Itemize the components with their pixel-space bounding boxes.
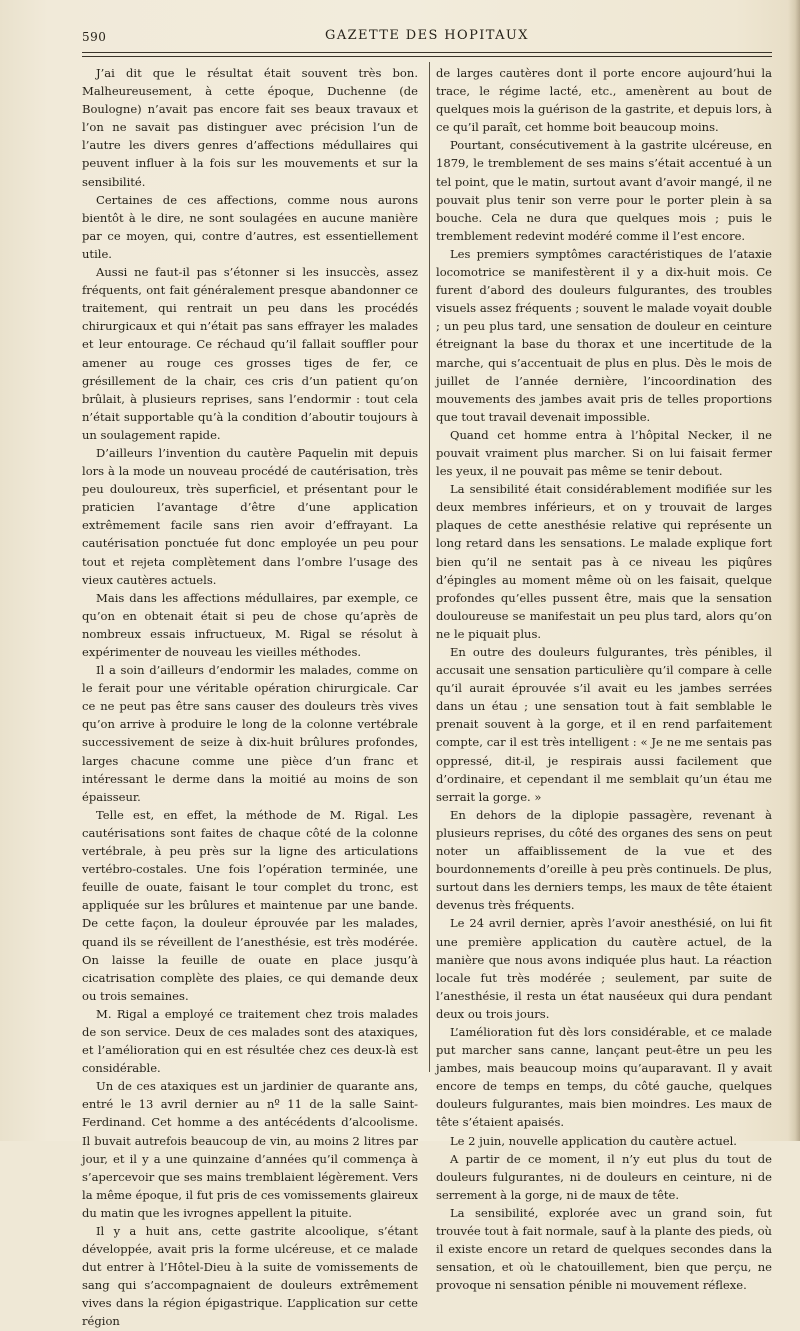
paragraph: Il a soin d’ailleurs d’endormir les malades, comme on le ferait pour une véritable opération chirurgicale. Car ce ne peut pas être sans causer des douleurs très vives qu’on arrive à produire le long de la colonne vertébrale successivement de seize à dix-huit brûlures profondes, larges chacune comme une pièce d’un franc et intéressant le derme dans la moitié au moins de son épaisseur. — [82, 663, 418, 804]
journal-title: GAZETTE DES HOPITAUX — [325, 28, 529, 43]
paragraph: Le 2 juin, nouvelle application du cautère actuel. — [450, 1133, 737, 1148]
paragraph: En dehors de la diplopie passagère, revenant à plusieurs reprises, du côté des organes des sens on peut noter un affaiblissement de la vue et des bourdonnements d’oreille à peu près continuels. De plus, surtout dans les derniers temps, les maux de tête étaient devenus très fréquents. — [436, 807, 772, 913]
paragraph: Les premiers symptômes caractéristiques de l’ataxie locomotrice se manifestèrent il y a dix-huit mois. Ce furent d’abord des douleurs fulgurantes, des troubles visuels assez fréquents ; souvent le malade voyait double ; un peu plus tard, une sensation de douleur en ceinture étreignant la base du thorax et une incertitude de la marche, qui s’accentuait de plus en plus. Dès le mois de juillet de l’année dernière, l’incoordination des mouvements des jambes avait pris de telles proportions que tout travail devenait impossible. — [436, 246, 772, 424]
paragraph: La sensibilité, explorée avec un grand soin, fut trouvée tout à fait normale, sauf à la plante des pieds, où il existe encore un retard de quelques secondes dans la sensation, et où le chatouillement, bien que perçu, ne provoque ni sensation pénible ni mouvement réflexe. — [436, 1205, 772, 1293]
paragraph: M. Rigal a employé ce traitement chez trois malades de son service. Deux de ces malades sont des ataxiques, et l’amélioration qui en est résultée chez ces deux-là est considérable. — [82, 1006, 418, 1076]
page-number: 590 — [82, 30, 107, 44]
paragraph: D’ailleurs l’invention du cautère Paquelin mit depuis lors à la mode un nouveau procédé de cautérisation, très peu douloureux, très superficiel, et présentant pour le praticien l’avantage d’être d’une application extrêmement facile sans rien avoir d’effrayant. La cautérisation ponctuée fut donc employée un peu pour tout et rejeta complètement dans l’ombre l’usage des vieux cautères actuels. — [82, 445, 418, 587]
page-header — [82, 26, 772, 46]
right-column — [436, 64, 772, 1294]
paragraph: Mais dans les affections médullaires, par exemple, ce qu’on en obtenait était si peu de chose qu’après de nombreux essais infructueux, M. Rigal se résolut à expérimenter de nouveau les vieilles méthodes. — [82, 590, 418, 659]
paragraph: L’amélioration fut dès lors considérable, et ce malade put marcher sans canne, lançant peut-être un peu les jambes, mais beaucoup moins qu’auparavant. Il y avait encore de temps en temps, du côté gauche, quelques douleurs fulgurantes, mais bien moindres. Les maux de tête s’étaient apaisés. — [436, 1024, 772, 1130]
paragraph: La sensibilité était considérablement modifiée sur les deux membres inférieurs, et on y trouvait de larges plaques de cette anesthésie relative qui représente un long retard dans les sensations. Le malade explique fort bien qu’il ne sentait pas à ce niveau les piqûres d’épingles au moment même où on les faisait, quelque profondes qu’elles pussent être, mais que la sensation douloureuse se manifestait un peu plus tard, alors qu’on ne le piquait plus. — [436, 482, 772, 641]
paragraph: A partir de ce moment, il n’y eut plus du tout de douleurs fulgurantes, ni de douleurs en ceinture, ni de serrement à la gorge, ni de maux de tête. — [436, 1151, 772, 1202]
paragraph: Certaines de ces affections, comme nous aurons bientôt à le dire, ne sont soulagées en aucune manière par ce moyen, qui, contre d’autres, est essentiellement utile. — [82, 192, 418, 261]
paragraph: J’ai dit que le résultat était souvent très bon. Malheureusement, à cette époque, Duchenne (de Boulogne) n’avait pas encore fait ses beaux travaux et l’on ne savait pas distinguer avec précision l’un de l’autre les divers genres d’affections médullaires qui peuvent influer à la fois sur les mouvements et sur la sensibilité. — [82, 66, 418, 189]
paragraph: Quand cet homme entra à l’hôpital Necker, il ne pouvait vraiment plus marcher. Si on lui faisait fermer les yeux, il ne pouvait pas même se tenir debout. — [436, 427, 772, 479]
page-binding-shadow — [788, 0, 800, 1141]
header-rule-thick — [82, 52, 772, 53]
paragraph: Un de ces ataxiques est un jardinier de quarante ans, entré le 13 avril dernier au nº 11 de la salle Saint-Ferdinand. Cet homme a des antécédents d’alcoolisme. Il buvait autrefois beaucoup de vin, au moins 2 litres par jour, et il y a une quinzaine d’années qu’il commença à s’apercevoir que ses mains tremblaient légèrement. Vers la même époque, il fut pris de ces vomissements glaireux du matin que les ivrognes appellent la pituite. — [82, 1079, 418, 1220]
paragraph: Pourtant, consécutivement à la gastrite ulcéreuse, en 1879, le tremblement de ses mains s’était accentué à un tel point, que le matin, surtout avant d’avoir mangé, il ne pouvait plus tenir son verre pour le porter plein à sa bouche. Cela ne dura que quelques mois ; puis le tremblement redevint modéré comme il l’est encore. — [436, 138, 772, 243]
paragraph: Il y a huit ans, cette gastrite alcoolique, s’étant développée, avait pris la forme ulcéreuse, et ce malade dut entrer à l’Hôtel-Dieu à la suite de vomissements de sang qui s’accompagnaient de douleurs extrêmement vives dans la région épigastrique. L’application sur cette région — [82, 1224, 418, 1329]
column-divider — [429, 62, 430, 1072]
paragraph: Telle est, en effet, la méthode de M. Rigal. Les cautérisations sont faites de chaque côté de la colonne vertébrale, à peu près sur la ligne des articulations vertébro-costales. Une fois l’opération terminée, une feuille de ouate, faisant le tour complet du tronc, est appliquée sur les brûlures et maintenue par une bande. De cette façon, la douleur éprouvée par les malades, quand ils se réveillent de l’anesthésie, est très modérée. On laisse la feuille de ouate en place jusqu’à cicatrisation complète des plaies, ce qui demande deux ou trois semaines. — [82, 807, 418, 1003]
paragraph-continued: de larges cautères dont il porte encore aujourd’hui la trace, le régime lacté, etc., amenèrent au bout de quelques mois la guérison de la gastrite, et depuis lors, à ce qu’il paraît, cet homme boit beaucoup moins. — [436, 66, 772, 135]
paragraph: Le 24 avril dernier, après l’avoir anesthésié, on lui fit une première application du cautère actuel, de la manière que nous avons indiquée plus haut. La réaction locale fut très modérée ; seulement, par suite de l’anesthésie, il resta un état nauséeux qui dura pendant deux ou trois jours. — [436, 916, 772, 1021]
paragraph: Aussi ne faut-il pas s’étonner si les insuccès, assez fréquents, ont fait généralement presque abandonner ce traitement, qui rentrait un peu dans les procédés chirurgicaux et qui n’était pas sans effrayer les malades et leur entourage. Ce réchaud qu’il fallait souffler pour amener au rouge ces grosses tiges de fer, ce grésillement de la chair, ces cris d’un patient qu’on brûlait, à plusieurs reprises, sans l’endormir : tout cela n’était supportable qu’à la condition d’aboutir toujours à un soulagement rapide. — [82, 265, 418, 442]
header-rule-thin — [82, 56, 772, 57]
paragraph: En outre des douleurs fulgurantes, très pénibles, il accusait une sensation particulière qu’il compare à celle qu’il aurait éprouvée s’il avait eu les jambes serrées dans un étau ; une sensation tout à fait semblable le prenait souvent à la gorge, et il en rend parfaitement compte, car il est très intelligent : « Je ne me sentais pas oppressé, dit-il, je respirais aussi facilement que d’ordinaire, et cependant il me semblait qu’un étau me serrait la gorge. » — [436, 645, 772, 804]
